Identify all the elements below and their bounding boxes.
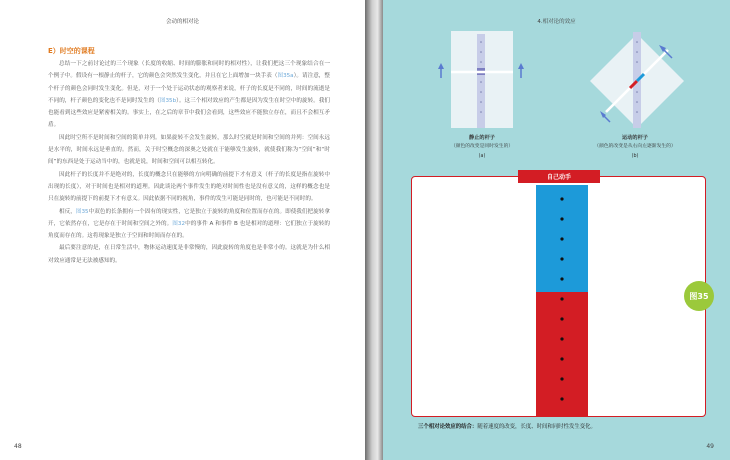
- rod-marker-dot: [560, 377, 563, 380]
- do-it-yourself-panel: [411, 176, 706, 417]
- figure-badge: 图35: [684, 281, 714, 311]
- rod-marker-dot: [560, 317, 563, 320]
- body-paragraph: [48, 169, 330, 206]
- figure-reference-link[interactable]: 图32: [172, 220, 186, 227]
- caption-text: 随着速度的改变，长度、时间和同时性发生变化。: [477, 424, 596, 430]
- paragraph-text: 因此杆子的长度并不是绝对的，长度的概念只在能够的方向明确的前提下才有意义（杆子的长度是指在旋转中出现的长度），对于时间也是相对的道理。因此谈论两个事件发生的绝对时间性也是没有意义的，这样的概念也是只在旋转的前提下的前提下才有意义。因此依据不同的视角，事件的发生可能是同时的，也可能是不同时的。: [48, 171, 330, 203]
- time-arrow-right-icon: [518, 63, 524, 78]
- paragraph-text: 中的事件 A 和事件 B 也是相对的道理：它们独立于旋转的角度而存在的。这将现象是独立于空间和时间而存在的。: [48, 220, 330, 240]
- figure-b-subtitle: （颜色的改变是从右向左逐渐发生的）: [594, 144, 676, 149]
- rod-marker-dot: [560, 197, 563, 200]
- paragraph-text: ）。这三个相对效应的产生都是因为发生在时空中的旋转。我们也能看到这些效应是紧密相关的。事实上，在之后的章节中我们会看到，这些效应不能独立存在，而且不会相互矛盾。: [48, 97, 330, 129]
- rod-stationary: [477, 34, 485, 128]
- section-title: E）时空的课程: [48, 47, 95, 55]
- figure-a-diagram: [435, 28, 535, 132]
- rod-marker-dot: [560, 397, 563, 400]
- body-paragraph: [48, 132, 330, 169]
- figure-b-title: 运动的杆子: [622, 135, 648, 141]
- caption-bold: 三个相对论效应的结合：: [418, 424, 478, 430]
- paragraph-text: ）。请注意，整个杆子的颜色会同时发生变化。但是，对于一个处于运动状态的观察者来说，杆子的长度是不同的，时间的流逝是不同的，杆子颜色的变化也不是同时发生的（: [48, 73, 331, 104]
- figure-b-tag: (b): [631, 154, 639, 159]
- rod-marker-dot: [560, 297, 563, 300]
- figure-a-title: 静止的杆子: [469, 135, 495, 141]
- paragraph-text: 中双色的长条拥有一个固有的现实性，它是独立于旋转的角度和位置而存在的。即使我们把旋转拿开，它依然存在，它是存在于时间和空间之外的。: [48, 208, 330, 227]
- time-arrow-left-icon: [438, 63, 444, 78]
- rod-marker-dot: [560, 337, 563, 340]
- figure-a-subtitle: （颜色的改变是同时发生的）: [450, 144, 514, 149]
- body-paragraph: [48, 206, 330, 243]
- body-paragraph: [48, 242, 330, 267]
- rod-marker-dot: [560, 237, 563, 240]
- figure-reference-link[interactable]: 图35a: [277, 73, 294, 80]
- left-page-number: 48: [14, 443, 22, 450]
- figure-caption: [418, 422, 596, 430]
- body-paragraph: [48, 58, 330, 132]
- panel-rod-diagram: [412, 177, 705, 416]
- rod-red-section: [536, 292, 588, 416]
- paragraph-text: 最后要注意的是，在日常生活中，物体运动速度是非常慢的，因此旋转的角度也是非常小的。这就是为什么相对效应通常是无法被感知的。: [48, 245, 330, 264]
- rod-marker-dot: [560, 277, 563, 280]
- time-arrow-lower-icon: [600, 111, 610, 122]
- rod-marker-dot: [560, 257, 563, 260]
- paragraph-text: 相反，: [59, 208, 76, 215]
- right-running-head: 4.相对论的效应: [537, 19, 576, 25]
- left-running-head: 会动的相对论: [165, 19, 199, 25]
- rod-marker-dot: [560, 357, 563, 360]
- panel-header-label: 自己动手: [518, 170, 600, 183]
- paragraph-text: 总结一下之前讨论过的三个现象（长度的收缩、时间的膨胀和同时的相对性），让我们把这三个现象结合在一个例子中。假设有一根静止的杆子，它的颜色会突然发生变化，并且在它上面增加一块手表（: [48, 61, 330, 80]
- figure-b-diagram: [582, 26, 692, 136]
- body-text: [48, 58, 330, 267]
- rod-marker-dot: [560, 217, 563, 220]
- figure-reference-link[interactable]: 图35: [75, 208, 89, 215]
- figure-a-tag: (a): [478, 154, 486, 159]
- book-gutter: [365, 0, 383, 460]
- right-page-number: 49: [706, 443, 714, 450]
- paragraph-text: 因此时空所不是时间和空间的简单并列。如果旋转不会发生旋转，那么时空就是时间和空间的并列：空间永远是水平的，时间永远是垂直的。然而，关于时空概念的深奥之处就在于能够发生旋转，就使我们称为“空间”和“时间”的东西是处于运动当中的，也就是说，时间和空间可以相互转化。: [48, 134, 330, 166]
- figure-reference-link[interactable]: 图35b: [159, 97, 177, 104]
